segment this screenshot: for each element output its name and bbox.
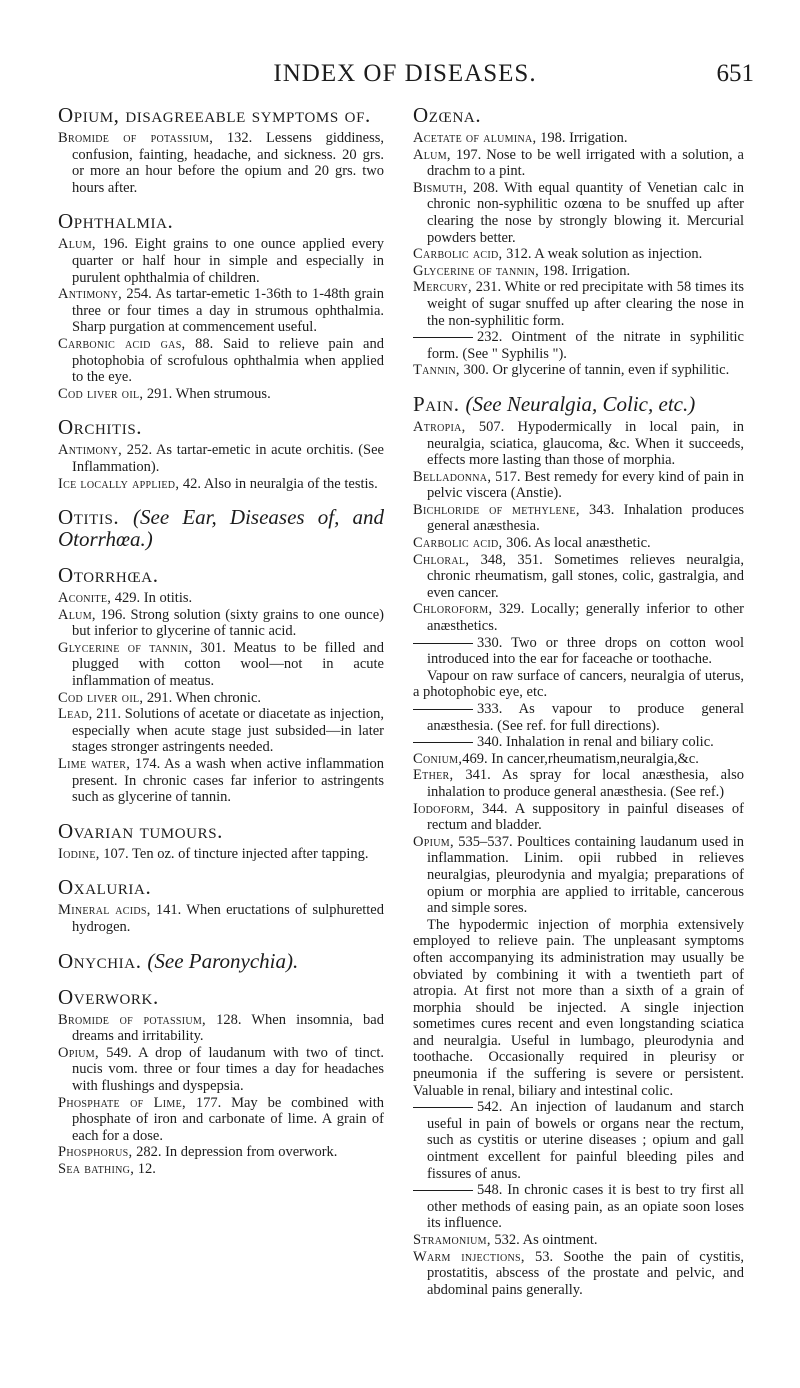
remedy-name: Conium, (413, 750, 463, 767)
heading-text: Oxaluria. (58, 875, 152, 900)
remedy-name: Glycerine of tannin, (58, 639, 193, 656)
remedy-entry (413, 147, 744, 180)
remedy-name: Mineral acids, (58, 902, 151, 919)
remedy-description: 329. Locally; generally inferior to other anæsthetics. (427, 601, 744, 635)
remedy-name: Bismuth, (413, 179, 468, 196)
remedy-description: 53. Soothe the pain of cystitis, prostatitis, abscess of the prostate and pelvic, and abdominal pains generally. (427, 1248, 745, 1298)
remedy-description: 306. As local anæsthetic. (502, 535, 651, 552)
page-title: INDEX OF DISEASES. (273, 60, 537, 87)
remedy-name: Aconite, (58, 590, 112, 607)
remedy-entry (58, 640, 384, 690)
remedy-description: 232. Ointment of the nitrate in syphilitic form. (See " Syphilis "). (427, 329, 744, 362)
remedy-description: 548. In chronic cases it is best to try first all other methods of easing pain, as an opiate soon loses its influence. (427, 1182, 744, 1232)
remedy-name: Bichloride of methylene, (413, 501, 580, 518)
remedy-entry (413, 362, 744, 379)
ditto-rule (413, 643, 473, 644)
remedy-description: 42. Also in neuralgia of the testis. (179, 475, 378, 492)
remedy-description: 291. When strumous. (143, 385, 271, 402)
remedy-name: Sea bathing, (58, 1160, 135, 1177)
remedy-entry (58, 756, 384, 806)
ditto-rule (413, 337, 473, 338)
remedy-name: Bromide of potassium, (58, 130, 214, 146)
remedy-description: 141. When eructations of sulphuretted hydrogen. (72, 902, 384, 935)
heading-text: Opium, disagreeable symptoms of. (58, 103, 371, 127)
heading-text: Overwork. (58, 984, 159, 1009)
remedy-description: 517. Best remedy for every kind of pain in pelvic viscera (Anstie). (427, 468, 744, 502)
remedy-entry (58, 690, 384, 707)
remedy-name: Bromide of potassium, (58, 1011, 206, 1028)
remedy-name: Opium, (413, 833, 454, 850)
remedy-description: 343. Inhalation produces general anæsthesia. (427, 501, 744, 535)
ditto-rule (413, 1190, 473, 1191)
remedy-description: 254. As tartar-emetic 1-36th to 1-48th grain three or four times a day in strumous ophthalmia. Sharp purgation at commencement useful. (72, 286, 384, 336)
remedy-name: Antimony, (58, 286, 123, 303)
remedy-name: Iodine, (58, 845, 100, 862)
remedy-name: Ether, (413, 767, 454, 784)
right-column (413, 104, 744, 1298)
remedy-entry (413, 834, 744, 917)
remedy-name: Alum, (58, 606, 96, 623)
remedy-description: 196. Eight grains to one ounce applied every quarter or half hour in simple and especially in purulent ophthalmia of children. (72, 236, 384, 286)
cross-reference: (See Ear, Diseases of, and Otorrhœa.) (58, 505, 384, 552)
index-heading (413, 393, 744, 415)
heading-text: Ophthalmia. (58, 209, 174, 234)
remedy-description: 197. Nose to be well irrigated with a solution, a drachm to a pint. (427, 146, 744, 180)
remedy-entry (58, 1045, 384, 1095)
remedy-name: Warm injections, (413, 1248, 525, 1265)
remedy-description: 196. Strong solution (sixty grains to one ounce) but inferior to glycerine of tannic acid. (72, 606, 384, 640)
remedy-description: 312. A weak solution as injection. (502, 246, 703, 263)
index-heading (58, 210, 384, 232)
index-heading (58, 564, 384, 586)
remedy-description: 341. As spray for local anæsthesia, also inhalation to produce general anæsthesia. (See ref.) (427, 767, 744, 800)
continued-entry (413, 701, 744, 734)
remedy-description: 211. Solutions of acetate or diacetate as injection, especially when acute stage just subsided—in later stages stronger astringents needed. (72, 706, 384, 756)
remedy-entry (413, 502, 744, 535)
remedy-entry (58, 476, 384, 493)
remedy-entry (58, 1161, 384, 1178)
remedy-description: 340. Inhalation in renal and biliary colic. (477, 734, 714, 751)
remedy-description: 291. When chronic. (143, 689, 262, 706)
index-heading (58, 876, 384, 898)
remedy-entry (58, 286, 384, 336)
remedy-entry (413, 180, 744, 246)
remedy-entry (413, 767, 744, 800)
heading-text: Ozœna. (413, 103, 482, 127)
remedy-description: 469. In cancer,rheumatism,neuralgia,&c. (462, 750, 699, 767)
remedy-name: Stramonium, (413, 1232, 491, 1248)
remedy-name: Belladonna, (413, 468, 492, 485)
remedy-description: 177. May be combined with phosphate of iron and carbonate of lime. A grain of each for a dose. (72, 1094, 384, 1144)
remedy-entry (58, 902, 384, 935)
cross-reference: (See Paronychia). (147, 948, 299, 973)
remedy-entry (413, 801, 744, 834)
index-heading (58, 820, 384, 842)
remedy-description: 174. As a wash when active inflammation present. In chronic cases far inferior to astringents such as glycerine of tannin. (72, 756, 384, 806)
remedy-entry (58, 607, 384, 640)
remedy-name: Opium, (58, 1044, 99, 1061)
remedy-description: 132. Lessens giddiness, confusion, fainting, headache, and sickness. 20 grs. or more an hour before the opium and 20 grs. two hours after. (72, 130, 385, 196)
remedy-name: Mercury, (413, 279, 472, 296)
heading-text: Otorrhœa. (58, 563, 159, 588)
remedy-entry (413, 1249, 744, 1299)
remedy-name: Glycerine of tannin, (413, 262, 540, 279)
remedy-description: 535–537. Poultices containing laudanum used in inflammation. Linim. opii rubbed in relieves neuralgias, pleurodynia and myalgia; preparations of opium or morphia are applied to irritable, cancerous and simple sores. (427, 833, 744, 917)
index-heading (58, 986, 384, 1008)
remedy-description: 300. Or glycerine of tannin, even if syphilitic. (459, 362, 730, 379)
continued-entry (413, 635, 744, 668)
remedy-entry (413, 469, 744, 502)
heading-text: Pain. (413, 391, 460, 416)
index-heading (58, 416, 384, 438)
remedy-name: Carbolic acid, (413, 246, 503, 263)
remedy-name: Lead, (58, 706, 93, 723)
remedy-name: Acetate of alumina, (413, 130, 537, 146)
remedy-name: Cod liver oil, (58, 385, 144, 402)
remedy-name: Phosphate of Lime, (58, 1094, 186, 1111)
remedy-entry (413, 751, 744, 768)
remedy-description: 128. When insomnia, bad dreams and irritability. (72, 1011, 384, 1045)
remedy-entry (58, 1144, 384, 1161)
remedy-name: Lime water, (58, 756, 131, 773)
remedy-entry (413, 279, 744, 329)
remedy-name: Carbolic acid, (413, 535, 503, 552)
remedy-entry (413, 552, 744, 602)
remedy-description: 208. With equal quantity of Venetian calc in chronic non-syphilitic ozœna to be snuffed up after clearing the nose by strongly blowing it. Mercurial powders better. (427, 179, 744, 246)
remedy-description: 532. As ointment. (490, 1232, 598, 1248)
remedy-description: 198. Irrigation. (536, 130, 628, 146)
remedy-name: Alum, (413, 146, 451, 163)
remedy-name: Chloral, (413, 551, 470, 568)
remedy-entry (413, 246, 744, 263)
ditto-rule (413, 1107, 473, 1108)
remedy-name: Chloroform, (413, 601, 493, 618)
remedy-description: 12. (134, 1160, 156, 1177)
continued-entry (413, 1099, 744, 1182)
continued-entry (413, 329, 744, 362)
remedy-description: 301. Meatus to be filled and plugged with cotton wool—not in acute inflammation of meatus. (72, 639, 385, 690)
remedy-description: 88. Said to relieve pain and photophobia of scrofulous ophthalmia when applied to the eye. (72, 335, 384, 386)
index-heading (413, 104, 744, 126)
remedy-entry (58, 442, 384, 475)
index-heading (58, 104, 384, 126)
remedy-name: Alum, (58, 236, 96, 253)
remedy-entry (58, 386, 384, 403)
remedy-description: 198. Irrigation. (539, 262, 631, 279)
index-heading (58, 506, 384, 550)
remedy-description: 429. In otitis. (111, 590, 193, 607)
remedy-entry (413, 130, 744, 147)
page-number: 651 (716, 60, 754, 87)
remedy-entry (413, 601, 744, 634)
remedy-entry (58, 590, 384, 607)
remedy-description: 344. A suppository in painful diseases of rectum and bladder. (427, 800, 744, 834)
remedy-name: Ice locally applied, (58, 475, 180, 492)
remedy-entry (413, 1232, 744, 1249)
remedy-description: 252. As tartar-emetic in acute orchitis. (See Inflammation). (72, 442, 384, 475)
remedy-name: Atropia, (413, 418, 466, 435)
continued-entry (413, 734, 744, 751)
remedy-description: 330. Two or three drops on cotton wool introduced into the ear for faceache or toothache. (427, 634, 744, 668)
remedy-name: Carbonic acid gas, (58, 335, 186, 352)
remedy-entry (58, 130, 384, 196)
continuation-paragraph: The hypodermic injection of morphia extensively employed to relieve pain. The unpleasant symptoms often accompanying its administration may usually be obviated by combining it with a twentieth part of atropia. At first not more than a sixth of a grain of morphia should be injected. A single injection sometimes cures recent and even longstanding sciatica and neuralgia. Useful in lumbago, pleurodynia and toothache. Occasionally required in pleurisy or pneumonia if the suffering is severe or persistent. Valuable in renal, biliary and intestinal colic. (413, 916, 744, 1099)
remedy-description: 549. A drop of laudanum with two of tinct. nucis vom. three or four times a day for headaches with flushings and dyspepsia. (72, 1044, 384, 1094)
remedy-description: 507. Hypodermically in local pain, in neuralgia, sciatica, glaucoma, &c. When it succeeds, effects more lasting than those of morphia. (427, 418, 744, 469)
running-header (56, 60, 754, 90)
remedy-description: 348, 351. Sometimes relieves neuralgia, chronic rheumatism, gall stones, colic, gastralgia, and even cancer. (427, 551, 744, 601)
remedy-name: Antimony, (58, 442, 123, 459)
remedy-entry (413, 535, 744, 552)
index-heading (58, 950, 384, 972)
heading-text: Onychia. (58, 948, 142, 973)
remedy-entry (58, 1095, 384, 1145)
remedy-entry (58, 846, 384, 863)
heading-text: Otitis. (58, 505, 120, 530)
remedy-entry (58, 706, 384, 756)
remedy-name: Iodoform, (413, 800, 475, 817)
left-column (58, 104, 384, 1178)
remedy-entry (58, 1012, 384, 1045)
continuation-paragraph: Vapour on raw surface of cancers, neuralgia of uterus, a photophobic eye, etc. (413, 667, 744, 701)
remedy-entry (413, 263, 744, 280)
remedy-description: 282. In depression from overwork. (132, 1144, 338, 1161)
ditto-rule (413, 709, 473, 710)
heading-text: Orchitis. (58, 415, 143, 440)
remedy-name: Phosphorus, (58, 1144, 133, 1161)
cross-reference: (See Neuralgia, Colic, etc.) (465, 391, 696, 416)
remedy-name: Cod liver oil, (58, 689, 144, 706)
remedy-description: 333. As vapour to produce general anæsthesia. (See ref. for full directions). (427, 701, 744, 734)
heading-text: Ovarian tumours. (58, 818, 224, 843)
remedy-description: 107. Ten oz. of tincture injected after tapping. (99, 845, 369, 862)
remedy-entry (413, 419, 744, 469)
remedy-description: 231. White or red precipitate with 58 times its weight of sugar snuffed up after clearing the nose in the non-syphilitic form. (427, 279, 744, 329)
remedy-description: 542. An injection of laudanum and starch useful in pain of bowels or organs near the rectum, such as cystitis or uterine diseases ; opium and gall ointment excellent for painful bleeding piles and fissures of anus. (427, 1099, 744, 1182)
continued-entry (413, 1182, 744, 1232)
ditto-rule (413, 742, 473, 743)
remedy-entry (58, 236, 384, 286)
remedy-name: Tannin, (413, 362, 460, 379)
remedy-entry (58, 336, 384, 386)
